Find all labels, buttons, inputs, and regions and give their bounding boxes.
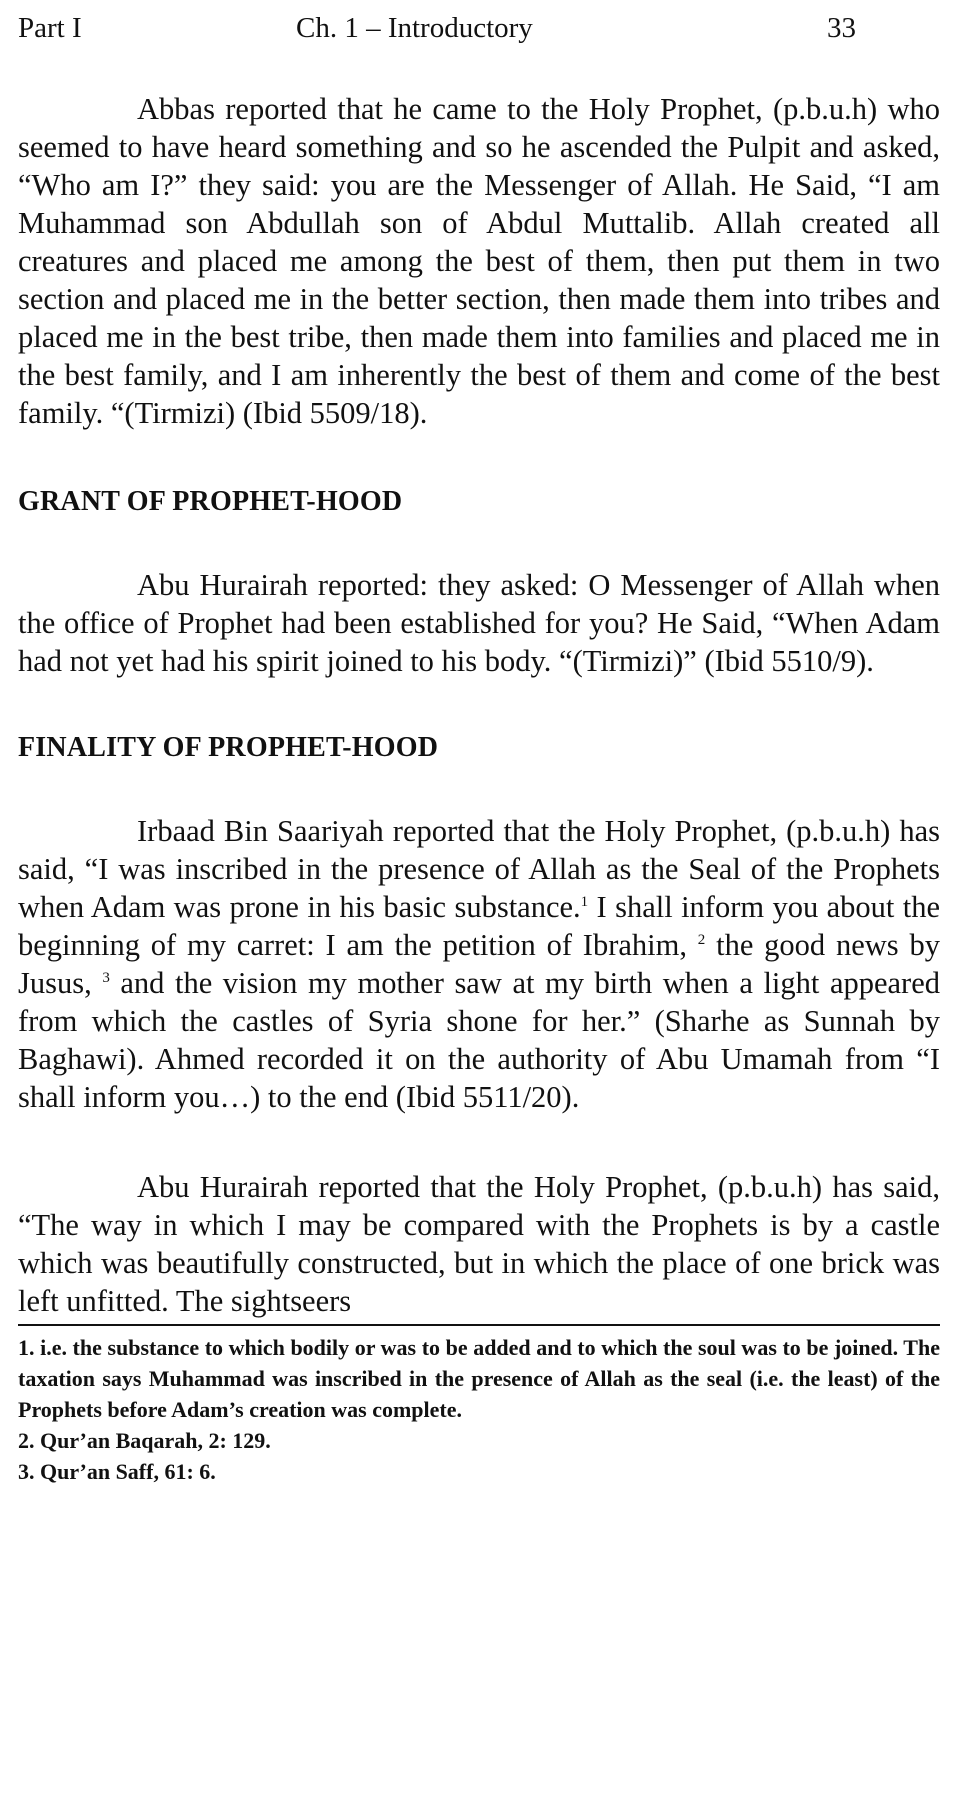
paragraph-abbas: Abbas reported that he came to the Holy Prophet, (p.b.u.h) who seemed to have heard something and so he ascended the Pulpit and asked, “Who am I?” they said: you are the Messenger of Allah. He Said, “I am Muhammad son Abdullah son of Abdul Muttalib. Allah created all creatures and placed me among the best of them, then put them in two section and placed me in the better section, then made them into tribes and placed me in the best tribe, then made them into families and placed me in the best family, and I am inherently the best of them and come of the best family. “(Tirmizi) (Ibid 5509/18). xyxy=(18,92,940,430)
page-number: 33 xyxy=(827,12,856,44)
header-part: Part I xyxy=(18,12,82,44)
heading-finality-of-prophethood: FINALITY OF PROPHET-HOOD xyxy=(18,732,439,763)
footnote-1: 1. i.e. the substance to which bodily or was to be added and to which the soul was to be joined. The taxation says Muhammad was inscribed in the presence of Allah as the seal (i.e. the least) of the Prophets before Adam’s creation was complete. xyxy=(18,1335,940,1422)
footnote-3: 3. Qur’an Saff, 61: 6. xyxy=(18,1459,216,1484)
irbaad-text-2: I shall inform you about the beginning of my carret: I am the petition of Ibrahim, xyxy=(18,890,940,962)
footnote-2: 2. Qur’an Baqarah, 2: 129. xyxy=(18,1428,271,1453)
footnote-ref-2: 2 xyxy=(697,931,706,948)
footnotes xyxy=(18,1332,940,1487)
paragraph-irbaad xyxy=(18,812,940,1116)
header-chapter-title: Ch. 1 – Introductory xyxy=(296,12,533,44)
footnote-divider xyxy=(18,1324,940,1326)
footnote-ref-3: 3 xyxy=(102,969,110,986)
footnote-ref-1: 1 xyxy=(580,893,589,910)
running-header xyxy=(18,0,940,60)
book-page xyxy=(18,0,940,1487)
heading-grant-of-prophethood: GRANT OF PROPHET-HOOD xyxy=(18,486,403,517)
paragraph-castle: Abu Hurairah reported that the Holy Prophet, (p.b.u.h) has said, “The way in which I may be compared with the Prophets is by a castle which was beautifully constructed, but in which the place of one brick was left unfitted. The sightseers xyxy=(18,1170,940,1318)
irbaad-text-3: the good news by Jusus, xyxy=(18,928,940,1000)
paragraph-abu-hurairah-grant: Abu Hurairah reported: they asked: O Messenger of Allah when the office of Prophet had been established for you? He Said, “When Adam had not yet had his spirit joined to his body. “(Tirmizi)” (Ibid 5510/9). xyxy=(18,568,940,678)
irbaad-text-4: and the vision my mother saw at my birth when a light appeared from which the castles of Syria shone for her.” (Sharhe as Sunnah by Baghawi). Ahmed recorded it on the authority of Abu Umamah from “I shall inform you…) to the end (Ibid 5511/20). xyxy=(18,966,941,1114)
irbaad-text-1: Irbaad Bin Saariyah reported that the Holy Prophet, (p.b.u.h) has said, “I was inscribed in the presence of Allah as the Seal of the Prophets when Adam was prone in his basic substance. xyxy=(18,814,940,924)
